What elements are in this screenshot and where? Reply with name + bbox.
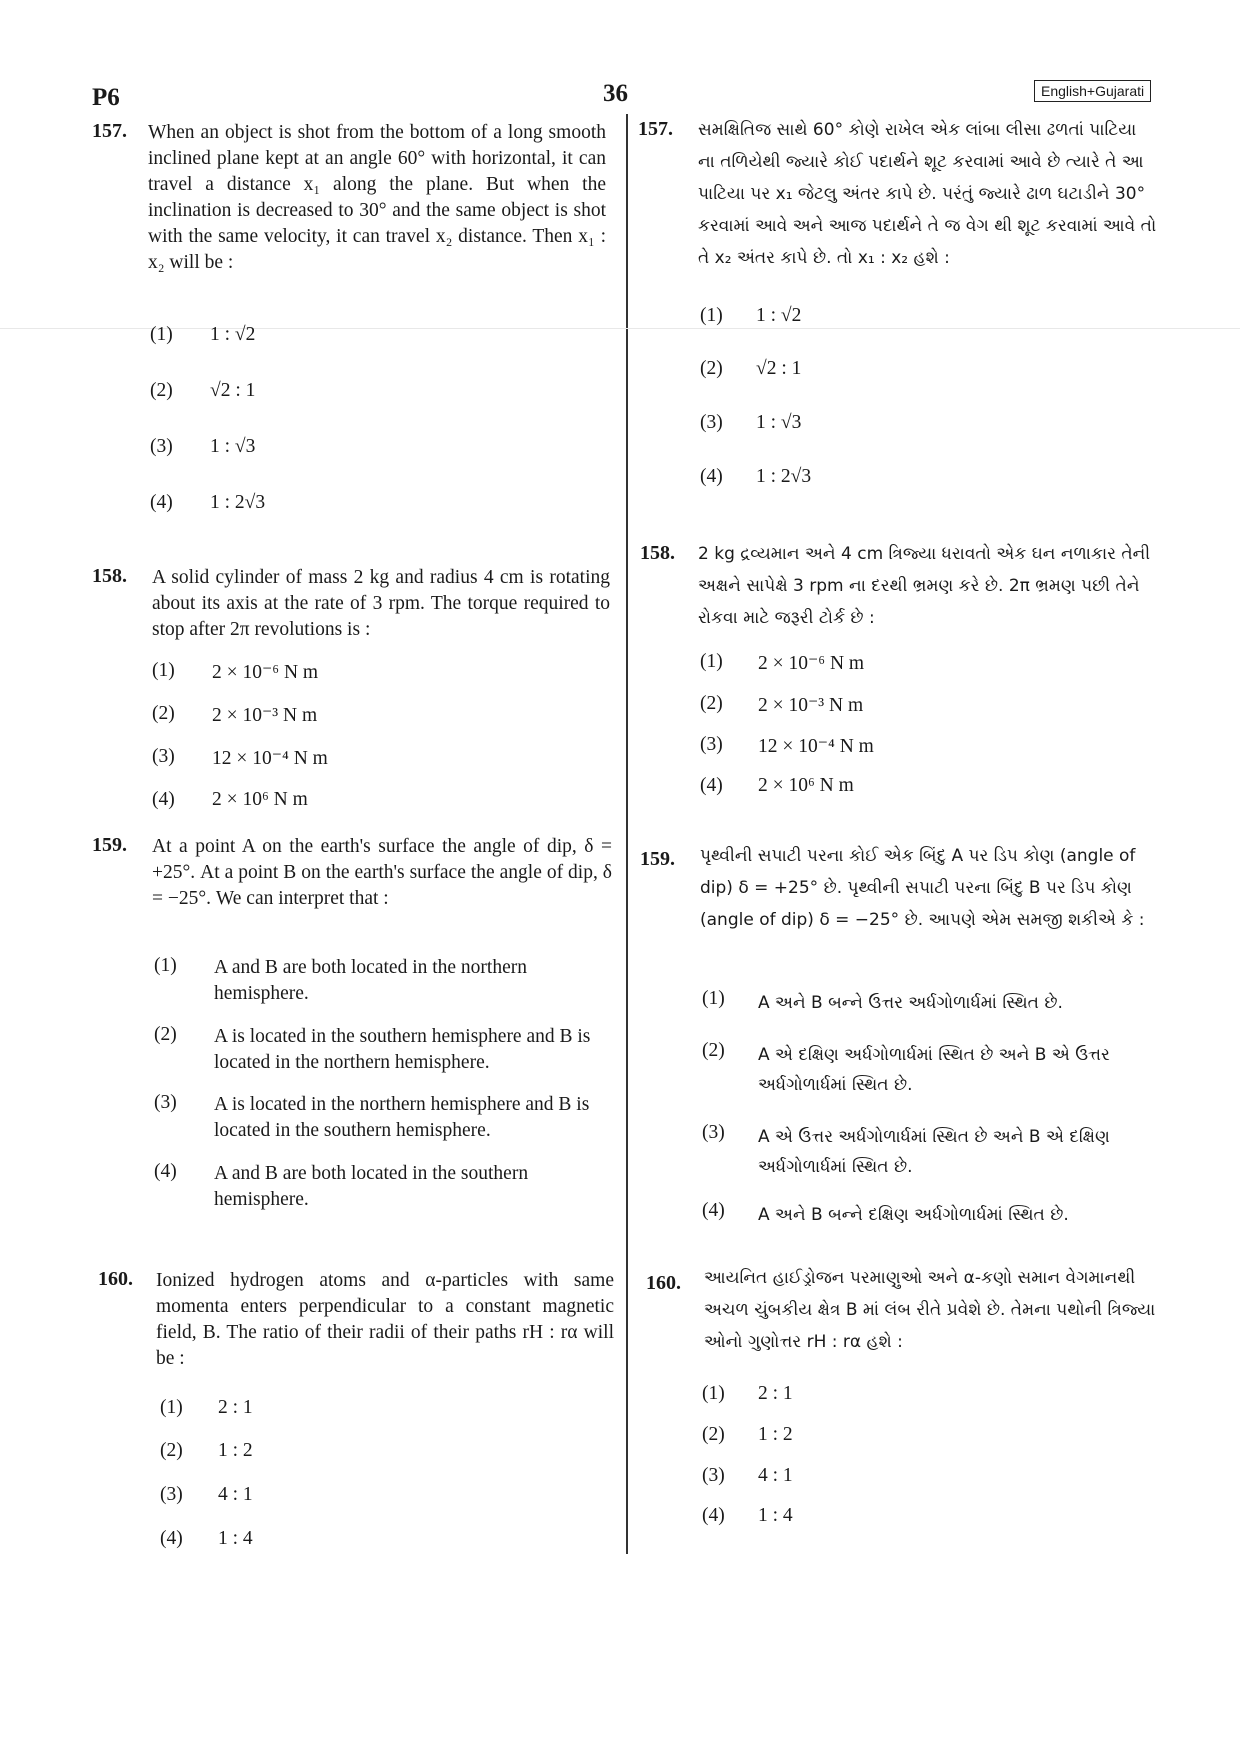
option-number: (3) (700, 412, 723, 433)
option-number: (3) (702, 1122, 725, 1143)
option-number: (4) (150, 492, 173, 513)
option-text: 1 : √2 (756, 305, 802, 326)
option-text: 1 : √3 (756, 412, 802, 433)
option-text: A અને B બન્ને ઉત્તર અર્ધગોળાર્ધમાં સ્થિત છે. (758, 993, 1063, 1013)
option-text: A એ ઉત્તર અર્ધગોળાર્ધમાં સ્થિત છે અને B એ દક્ષિણ અર્ધગોળાર્ધમાં સ્થિત છે. (758, 1127, 1110, 1177)
option-text: A and B are both located in the northern hemisphere. (214, 957, 527, 1004)
option-number: (2) (702, 1424, 725, 1445)
option-number: (4) (160, 1528, 183, 1549)
question-text: A solid cylinder of mass 2 kg and radius 4 cm is rotating about its axis at the rate of 3 rpm. The torque required to stop after 2π revolutions is : (152, 567, 610, 640)
question-text: આયનિત હાઈડ્રોજન પરમાણુઓ અને α-કણો સમાન વેગમાનથી અચળ ચુંબકીય ક્ષેત્ર B માં લંબ રીતે પ્રવેશે છે. તેમના પથોની ત્રિજ્યા ઓનો ગુણોત્તર rH : rα હશે : (704, 1268, 1156, 1352)
option-text: 2 × 10⁻³ N m (212, 705, 318, 726)
option-number: (3) (160, 1484, 183, 1505)
question-number: 157. (92, 120, 127, 142)
option-text: 1 : 2√3 (756, 466, 812, 487)
option-text: 1 : 4 (218, 1528, 253, 1549)
option-number: (4) (700, 775, 723, 796)
option-text: 2 × 10⁻⁶ N m (212, 662, 319, 683)
question-text: 2 kg દ્રવ્યમાન અને 4 cm ત્રિજ્યા ધરાવતો એક ઘન નળાકાર તેની અક્ષને સાપેક્ષે 3 rpm ના દરથી ભ્રમણ કરે છે. 2π ભ્રમણ પછી તેને રોકવા માટે જરૂરી ટોર્ક છે : (698, 544, 1151, 628)
option-text: 2 × 10⁻⁶ N m (758, 653, 865, 674)
option-number: (1) (150, 324, 173, 345)
question-text: સમક્ષિતિજ સાથે 60° કોણે રાખેલ એક લાંબા લીસા ઢળતાં પાટિયા ના તળિયેથી જ્યારે કોઈ પદાર્થને શૂટ કરવામાં આવે છે ત્યારે તે આ પાટિયા પર x₁ જેટલુ અંતર કાપે છે. પરંતું જ્યારે ઢાળ ઘટાડીને 30° કરવામાં આવે અને આજ પદાર્થને તે જ વેગ થી શૂટ કરવામાં આવે તો તે x₂ અંતર કાપે છે. તો x₁ : x₂ હશે : (698, 120, 1157, 268)
option-text: 2 : 1 (758, 1383, 793, 1404)
option-text: A and B are both located in the southern hemisphere. (214, 1163, 529, 1210)
option-number: (4) (152, 789, 175, 810)
option-number: (1) (702, 988, 725, 1009)
question-number: 159. (640, 848, 675, 870)
option-number: (3) (150, 436, 173, 457)
paper-code: P6 (92, 84, 120, 111)
option-number: (2) (152, 703, 175, 724)
option-text: 1 : √2 (210, 324, 256, 345)
option-number: (1) (700, 305, 723, 326)
option-text: 2 × 10⁻³ N m (758, 695, 864, 716)
option-text: 1 : 2 (218, 1440, 253, 1461)
option-number: (2) (700, 358, 723, 379)
question-number: 160. (98, 1268, 133, 1290)
question-text: At a point A on the earth's surface the angle of dip, δ = +25°. At a point B on the earth's surface the angle of dip, δ = −25°. We can interpret that : (152, 836, 612, 909)
question-number: 158. (640, 542, 675, 564)
question-text: When an object is shot from the bottom of a long smooth inclined plane kept at an angle 60° with horizontal, it can travel a distance x₁ along the plane. But when the inclination is decreased to 30° and the same object is shot with the same velocity, it can travel x₂ distance. Then x₁ : x₂ will be : (148, 122, 606, 273)
option-number: (2) (150, 380, 173, 401)
option-text: A અને B બન્ને દક્ષિણ અર્ધગોળાર્ધમાં સ્થિત છે. (758, 1205, 1069, 1225)
option-text: 4 : 1 (758, 1465, 793, 1486)
option-text: 1 : 2√3 (210, 492, 266, 513)
option-text: A is located in the southern hemisphere and B is located in the northern hemisphere. (214, 1026, 591, 1073)
option-number: (1) (700, 651, 723, 672)
option-number: (4) (700, 466, 723, 487)
question-number: 160. (646, 1272, 681, 1294)
option-number: (3) (700, 734, 723, 755)
column-divider (626, 114, 628, 1554)
option-number: (2) (154, 1024, 177, 1045)
option-number: (4) (702, 1505, 725, 1526)
question-text: પૃથ્વીની સપાટી પરના કોઈ એક બિંદુ A પર ડિપ કોણ (angle of dip) δ = +25° છે. પૃથ્વીની સપાટી પરના બિંદુ B પર ડિપ કોણ (angle of dip) δ = −25° છે. આપણે એમ સમજી શકીએ કે : (700, 846, 1145, 930)
option-number: (1) (154, 955, 177, 976)
option-text: 2 × 10⁶ N m (212, 789, 308, 810)
option-text: 1 : 2 (758, 1424, 793, 1445)
option-number: (2) (700, 693, 723, 714)
option-text: 12 × 10⁻⁴ N m (758, 736, 874, 757)
question-number: 157. (638, 118, 673, 140)
page-fold-line (0, 328, 1240, 329)
option-text: √2 : 1 (210, 380, 256, 401)
option-text: √2 : 1 (756, 358, 802, 379)
option-text: A એ દક્ષિણ અર્ધગોળાર્ધમાં સ્થિત છે અને B એ ઉત્તર અર્ધગોળાર્ધમાં સ્થિત છે. (758, 1045, 1110, 1095)
option-number: (3) (154, 1092, 177, 1113)
language-badge: English+Gujarati (1034, 80, 1151, 102)
option-number: (3) (152, 746, 175, 767)
option-number: (4) (702, 1200, 725, 1221)
page-number: 36 (603, 80, 628, 107)
option-number: (1) (160, 1397, 183, 1418)
option-text: 2 : 1 (218, 1397, 253, 1418)
question-number: 159. (92, 834, 127, 856)
question-number: 158. (92, 565, 127, 587)
option-number: (4) (154, 1161, 177, 1182)
option-text: 1 : √3 (210, 436, 256, 457)
option-number: (2) (702, 1040, 725, 1061)
option-text: 4 : 1 (218, 1484, 253, 1505)
question-text: Ionized hydrogen atoms and α-particles with same momenta enters perpendicular to a constant magnetic field, B. The ratio of their radii of their paths rH : rα will be : (156, 1270, 614, 1369)
option-number: (1) (152, 660, 175, 681)
option-number: (2) (160, 1440, 183, 1461)
option-text: 12 × 10⁻⁴ N m (212, 748, 328, 769)
option-text: 1 : 4 (758, 1505, 793, 1526)
option-text: A is located in the northern hemisphere and B is located in the southern hemisphere. (214, 1094, 590, 1141)
option-text: 2 × 10⁶ N m (758, 775, 854, 796)
option-number: (3) (702, 1465, 725, 1486)
option-number: (1) (702, 1383, 725, 1404)
